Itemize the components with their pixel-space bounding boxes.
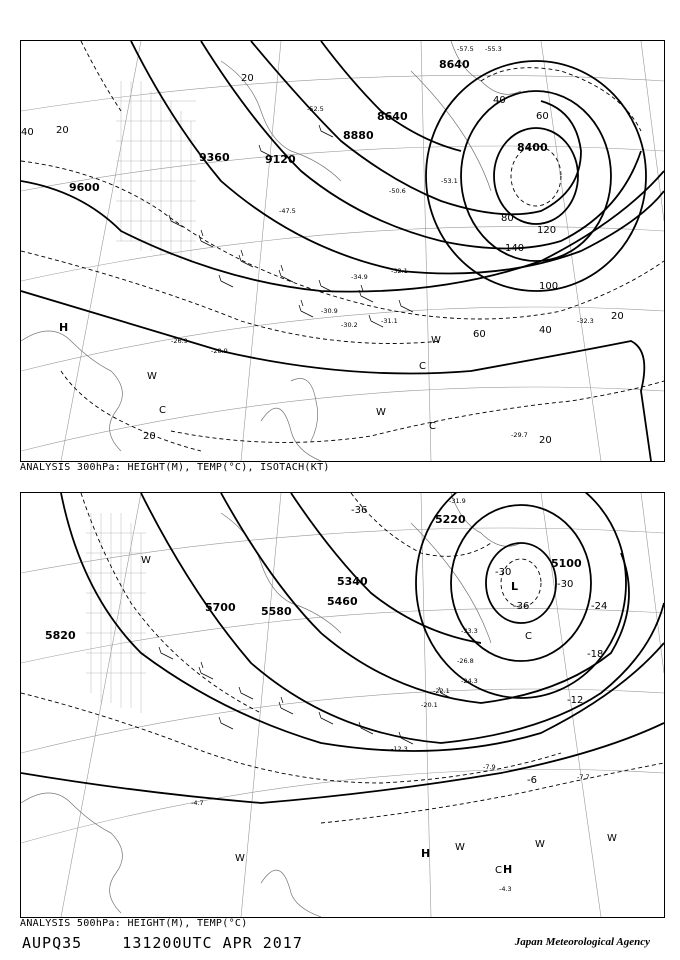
isotherm-label: -18 [587,649,604,660]
height-label: 8640 [377,110,408,123]
height-label: 5700 [205,601,236,614]
map-panel-300hpa [20,40,665,462]
temp-labels [171,45,594,439]
isotherms [21,493,664,823]
height-label: 9600 [69,181,100,194]
hatching [86,513,146,713]
height-label: 5220 [435,513,466,526]
warm-mark: W [431,335,441,346]
height-label: 5340 [337,575,368,588]
warm-mark: W [141,555,151,566]
isotherm-label: -12 [567,695,584,706]
height-label: 9120 [265,153,296,166]
isotach-label: 20 [56,125,69,136]
isotherm-label: -30 [557,579,574,590]
temp-label: -22.1 [433,687,450,695]
warm-mark: W [455,842,465,853]
height-label: 8880 [343,129,374,142]
height-contours [21,493,664,803]
temp-label: -50.6 [389,187,406,195]
temp-label: -47.5 [279,207,296,215]
isotach-label: 20 [539,435,552,446]
chart-500hpa [21,493,664,917]
isotach-label: 40 [21,127,34,138]
height-label: 8640 [439,58,470,71]
isotherm-label: -30 [495,567,512,578]
height-contours [21,41,664,461]
temp-label: -26.9 [171,337,188,345]
temp-label: -31.9 [449,497,466,505]
warm-mark: W [535,839,545,850]
cold-mark: C [525,631,532,642]
temp-label: -33.3 [461,627,478,635]
temp-label: -31.1 [381,317,398,325]
isotherm-label: -36 [351,505,368,516]
isotach-label: 60 [473,329,486,340]
temp-label: -30.9 [321,307,338,315]
cold-mark: C [495,865,502,876]
agency-name: Japan Meteorological Agency [514,936,650,948]
isotach-label: 20 [241,73,254,84]
temp-label: -4.3 [499,885,512,893]
chart-300hpa [21,41,664,461]
caption-500hpa: ANALYSIS 500hPa: HEIGHT(M), TEMP(°C) [20,918,248,929]
temp-label: -29.7 [511,431,528,439]
height-label: 5460 [327,595,358,608]
temp-label: -57.5 [457,45,474,53]
temp-label: -30.2 [341,321,358,329]
high-pressure-mark: H [421,847,431,860]
isotach-label: 20 [611,311,624,322]
temp-label: -53.1 [441,177,458,185]
isotach-label: 20 [143,431,156,442]
map-panel-500hpa [20,492,665,918]
height-label: 5100 [551,557,582,570]
cold-mark: C [159,405,166,416]
isotach-label: 40 [539,325,552,336]
cold-mark: C [419,361,426,372]
cold-mark: C [429,421,436,432]
isotach-label: 140 [505,243,525,254]
temp-label: -52.5 [307,105,324,113]
graticule [21,41,664,461]
isotach-label: 100 [539,281,559,292]
temp-label: -55.3 [485,45,502,53]
height-label: 5580 [261,605,292,618]
wind-barbs [159,647,453,744]
system-marks [59,321,441,432]
warm-mark: W [607,833,617,844]
temp-label: -7.7 [577,773,590,781]
high-pressure-mark: H [503,863,513,876]
isotherm-label: -6 [527,775,537,786]
temp-label: -28.9 [211,347,228,355]
temp-labels [191,497,590,893]
warm-mark: W [376,407,386,418]
height-label: 8400 [517,141,548,154]
height-label: 5820 [45,629,76,642]
temp-label: -20.1 [421,701,438,709]
temp-label: -4.7 [191,799,204,807]
isotach-label: 120 [537,225,557,236]
temp-label: -7.9 [483,763,496,771]
isotach-label: 40 [493,95,506,106]
height-label: 9360 [199,151,230,164]
coastline [21,41,521,461]
warm-mark: W [235,853,245,864]
caption-300hpa: ANALYSIS 300hPa: HEIGHT(M), TEMP(°C), ISOTACH(KT) [20,462,330,473]
coastline [21,493,521,917]
temp-label: -26.8 [457,657,474,665]
isotach-label: 60 [536,111,549,122]
low-pressure-mark: L [511,580,519,593]
temp-label: -32.3 [577,317,594,325]
isotherm-label: -24 [591,601,608,612]
temp-label: -12.3 [391,745,408,753]
chart-code: AUPQ35 131200UTC APR 2017 [22,934,303,952]
warm-mark: W [147,371,157,382]
temp-label: -32.1 [391,267,408,275]
temp-label: -24.3 [461,677,478,685]
high-pressure-mark: H [59,321,69,334]
isotherm-label: -36 [513,601,530,612]
isotach-label: 80 [501,213,514,224]
temp-label: -34.9 [351,273,368,281]
